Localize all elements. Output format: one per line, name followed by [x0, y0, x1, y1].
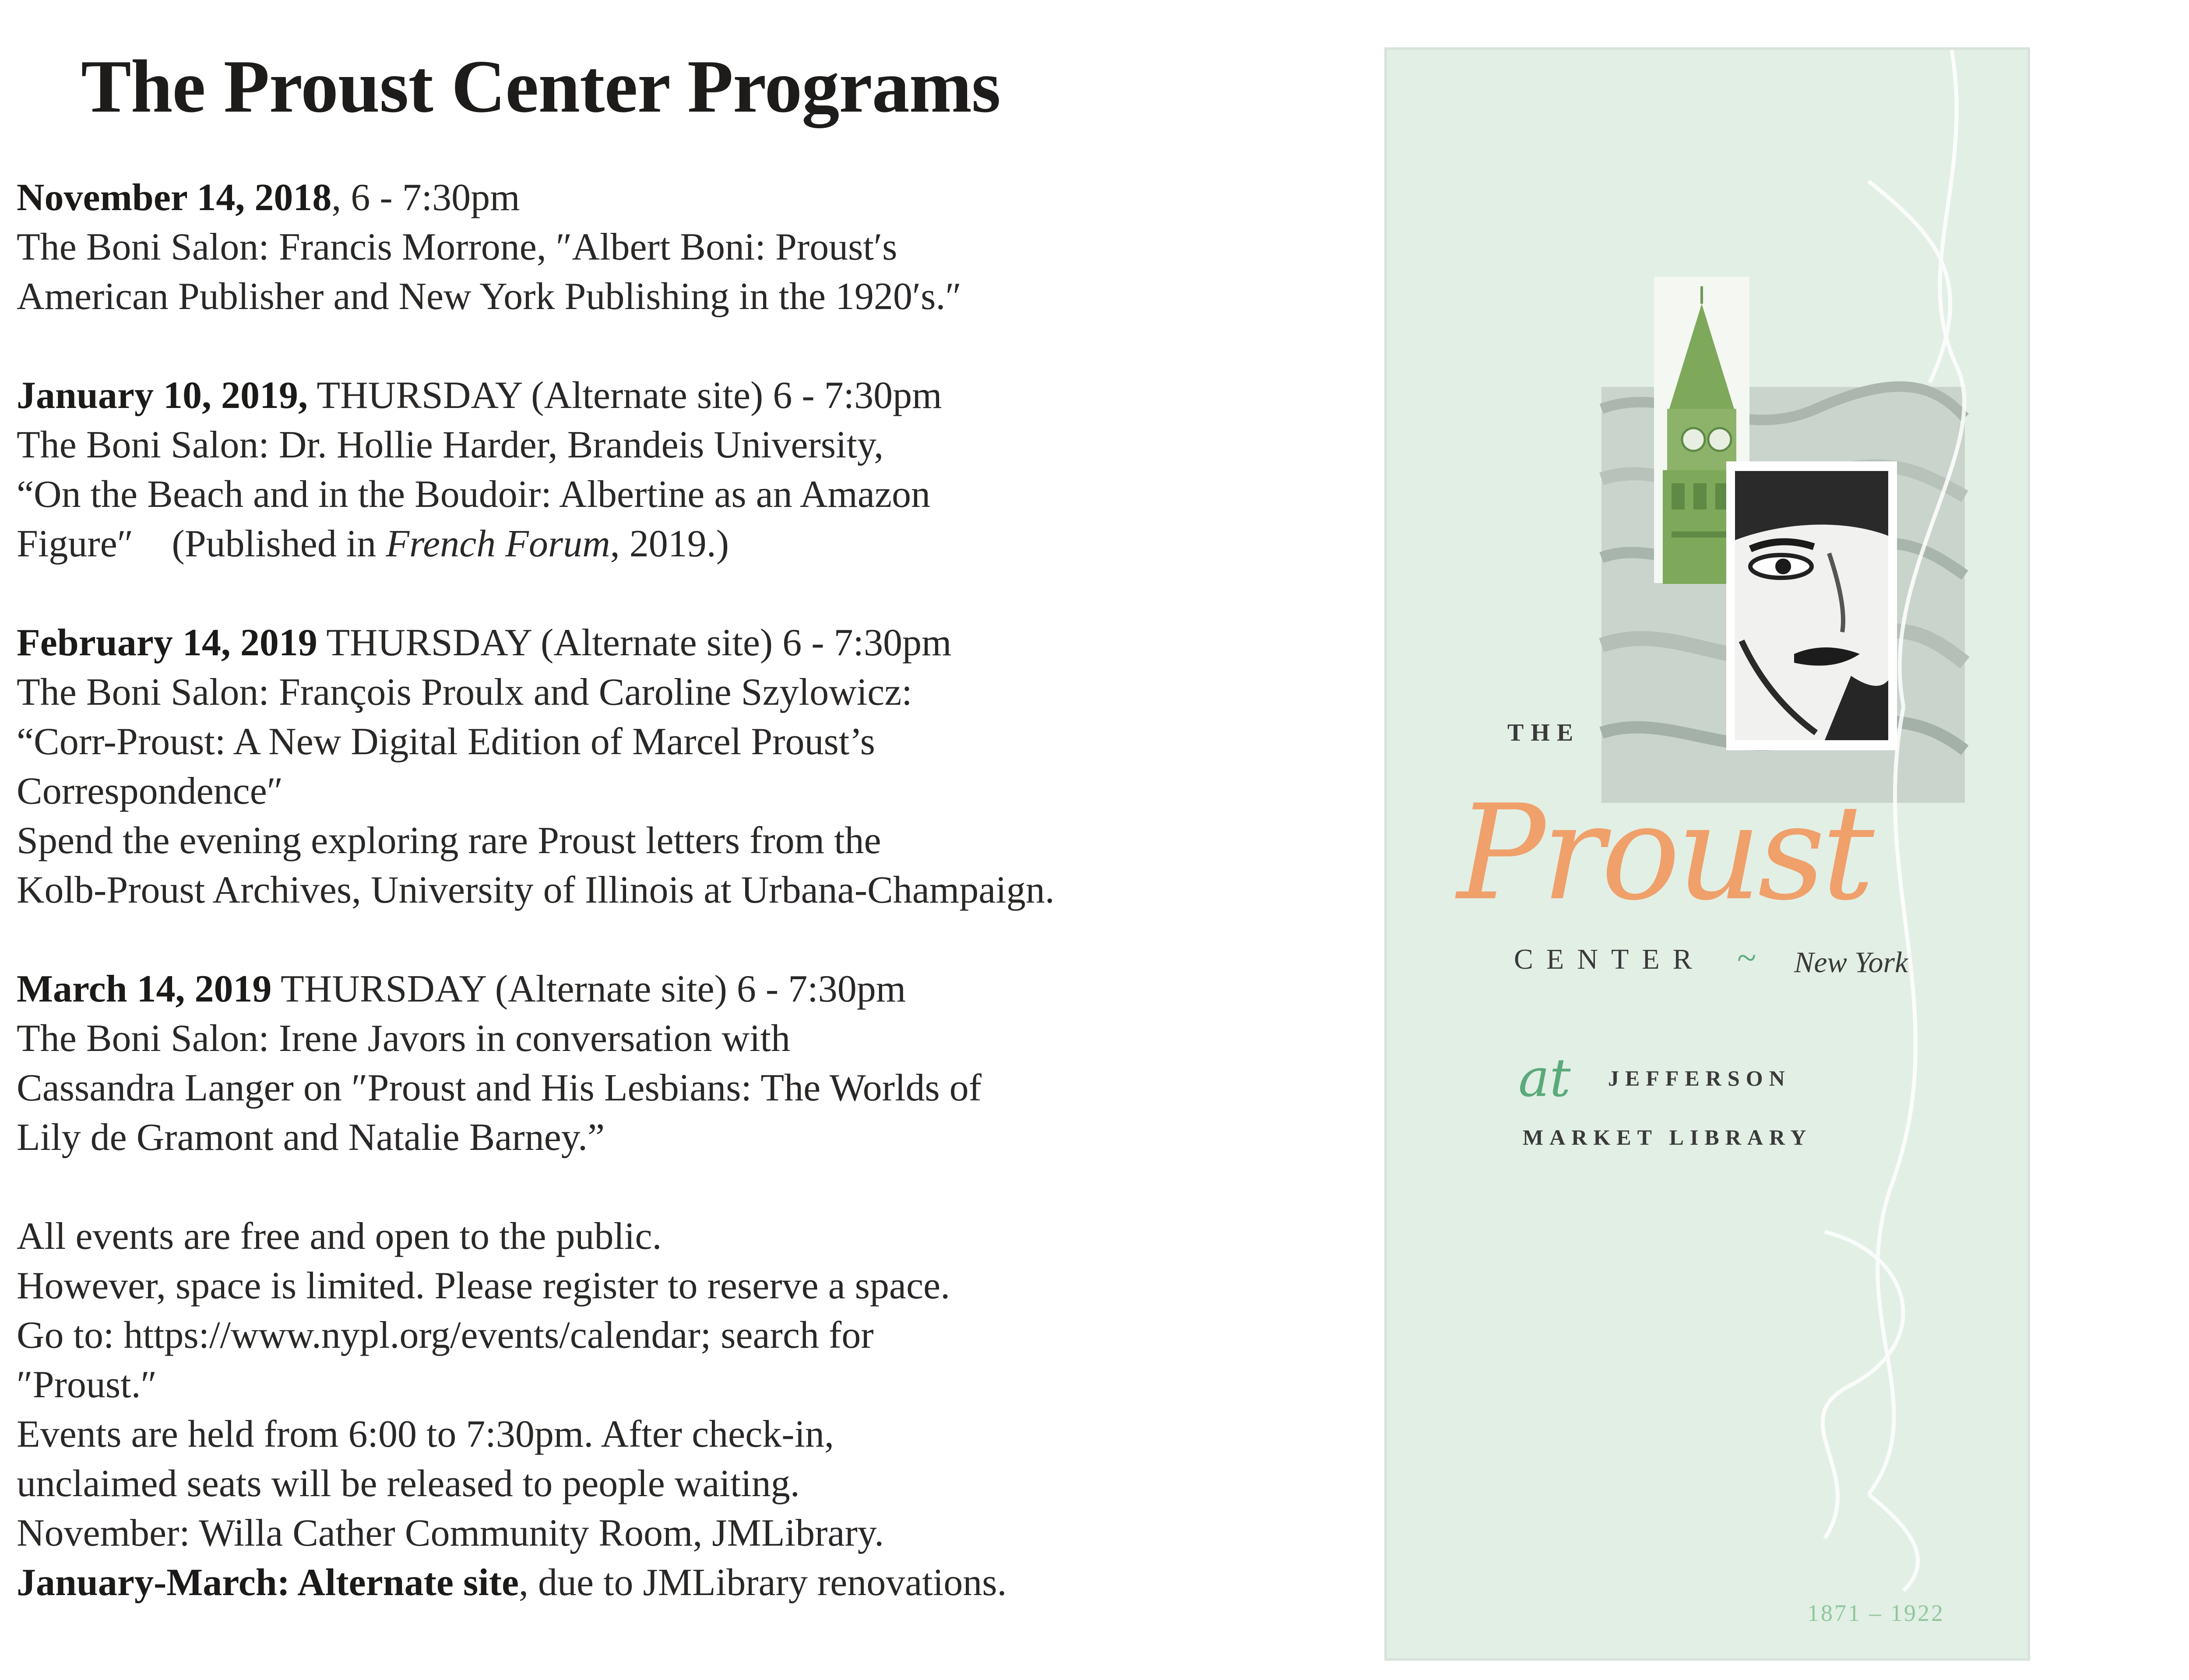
proust-portrait — [1726, 461, 1897, 750]
event-date: February 14, 2019 — [17, 622, 317, 664]
event-description — [17, 519, 1308, 569]
event-date: March 14, 2019 — [17, 968, 272, 1010]
poster-at: at — [1518, 1048, 1571, 1109]
poster-market-library: MARKET LIBRARY — [1523, 1125, 1812, 1149]
page-title: The Proust Center Programs — [81, 45, 1000, 128]
event-date: January 10, 2019, — [17, 374, 308, 417]
event-item — [17, 173, 1308, 321]
poster-tilde: ~ — [1737, 939, 1756, 977]
info-line: Events are held from 6:00 to 7:30pm. After check-in, — [17, 1413, 834, 1455]
info-line: unclaimed seats will be released to people waiting. — [17, 1462, 800, 1505]
event-description: Correspondence″ — [17, 770, 283, 812]
event-info — [17, 1212, 1308, 1607]
event-description: Cassandra Langer on ″Proust and His Lesbians: The Worlds of — [17, 1067, 982, 1109]
event-date-line — [17, 371, 1308, 420]
publication-title: French Forum — [386, 523, 610, 565]
poster-center: CENTER — [1514, 943, 1705, 975]
event-description-part: Figure″ (Published in — [17, 523, 386, 565]
poster-new-york: New York — [1794, 945, 1908, 979]
event-description: The Boni Salon: François Proulx and Caroline Szylowicz: — [17, 671, 912, 713]
poster-the: THE — [1507, 719, 1580, 746]
event-date: November 14, 2018 — [17, 176, 332, 219]
event-date-line — [17, 964, 1308, 1014]
event-description: The Boni Salon: Irene Javors in conversation with — [17, 1017, 790, 1060]
info-line: All events are free and open to the public. — [17, 1215, 662, 1258]
poster-proust-logo: Proust — [1457, 777, 1871, 929]
proust-center-poster — [1384, 47, 2030, 1661]
event-time: , 6 - 7:30pm — [331, 176, 520, 219]
event-item — [17, 371, 1308, 569]
event-description: Kolb-Proust Archives, University of Illinois at Urbana-Champaign. — [17, 869, 1055, 911]
event-description: The Boni Salon: Dr. Hollie Harder, Brandeis University, — [17, 424, 884, 466]
info-line — [17, 1558, 1308, 1607]
event-date-line — [17, 173, 1308, 222]
event-description: Lily de Gramont and Natalie Barney.” — [17, 1116, 605, 1159]
info-line: Go to: https://www.nypl.org/events/calendar; search for — [17, 1314, 874, 1357]
renovation-note: , due to JMLibrary renovations. — [519, 1561, 1007, 1604]
event-item — [17, 618, 1308, 915]
event-description: “Corr-Proust: A New Digital Edition of Marcel Proust’s — [17, 721, 875, 763]
info-line: However, space is limited. Please register to reserve a space. — [17, 1265, 950, 1307]
event-description: “On the Beach and in the Boudoir: Albertine as an Amazon — [17, 473, 930, 516]
event-description-part: , 2019.) — [610, 523, 729, 565]
event-description: The Boni Salon: Francis Morrone, ″Albert Boni: Proust′s — [17, 226, 897, 268]
event-time: THURSDAY (Alternate site) 6 - 7:30pm — [307, 374, 942, 417]
info-line: November: Willa Cather Community Room, JMLibrary. — [17, 1512, 884, 1554]
info-line: ″Proust.″ — [17, 1364, 157, 1406]
event-date-line — [17, 618, 1308, 668]
event-description: American Publisher and New York Publishing in the 1920′s.″ — [17, 275, 962, 318]
events-list — [17, 173, 1308, 1607]
event-item — [17, 964, 1308, 1162]
alternate-site-note: January-March: Alternate site — [17, 1561, 519, 1604]
event-description: Spend the evening exploring rare Proust letters from the — [17, 819, 881, 862]
event-time: THURSDAY (Alternate site) 6 - 7:30pm — [271, 968, 906, 1010]
poster-jefferson: JEFFERSON — [1608, 1066, 1791, 1090]
event-time: THURSDAY (Alternate site) 6 - 7:30pm — [317, 622, 952, 664]
poster-years: 1871 – 1922 — [1807, 1600, 1945, 1626]
